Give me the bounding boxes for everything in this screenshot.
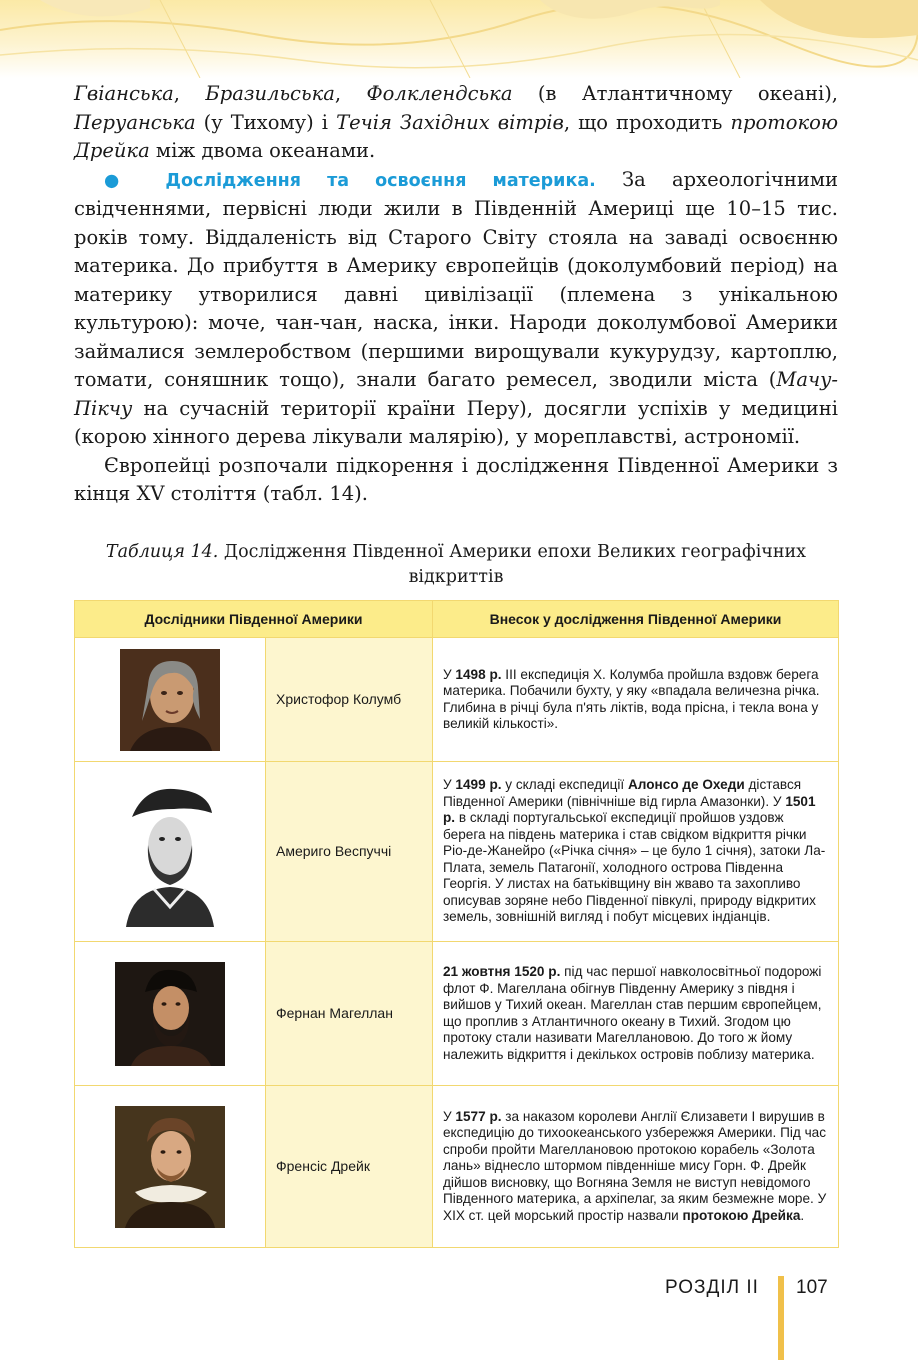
contribution-text [433,1086,839,1248]
table-row [75,638,839,762]
table-caption [74,540,838,590]
portrait-cell [75,762,266,942]
contribution-run: під час першої навколосвітньої подорожі флот Ф. Магеллана обігнув Південну Америку з півдня і вийшов у Тихий океан. Магеллан став першим європейцем, що проплив з Атлантичного океану в Тихий. Згодом цю протоку стали називати Магеллановою. До того ж йому належить відкриття і декількох островів поблизу материка. [443,964,822,1062]
table-row [75,762,839,942]
contribution-text [433,762,839,942]
contribution-run: у складі експедиції [501,777,628,793]
portrait-cell [75,1086,266,1248]
explorer-name: Фернан Магеллан [266,942,433,1086]
explorers-table [74,600,839,1248]
contribution-run: У [443,666,456,682]
contribution-run: в складі португальської експедиції пройшов уздовж берега на південь материка і став свідком відкриття річки Ріо-де-Жанейро («Річка січня» – це було 1 січня), затоки Ла-Плата, земель Патагонії, холодного острова Південна Георгія. У листах на батьківщину він жваво та захопливо описував зоряне небо Південної півкулі, природу відкритих земель, зовнішній вигляд і побут місцевих індіанців. [443,810,826,925]
contribution-run: за наказом королеви Англії Єлизавети I вирушив в експедицію до тихоокеанського узбережжя Америки. Під час спроби пройти Магеллановою протокою корабель «Золота лань» віднесло штормом південніше мису Горн. Ф. Дрейк дійшов висновку, що Вогняна Земля не виступ невідомого Південного материка, а архіпелаг, за яким безмежне море. У XIX ст. цей морський простір назвали [443,1108,827,1223]
explorer-name: Америго Веспуччі [266,762,433,942]
portrait-cell [75,638,266,762]
world-map-banner [0,0,918,78]
paragraph-europeans: Європейці розпочали підкорення і дослідження Південної Америки з кінця XV століття (табл. 14). [74,453,838,505]
paragraph-exploration [74,166,838,452]
table-row [75,942,839,1086]
contribution-run: У [443,777,456,793]
contribution-text [433,638,839,762]
magellan-portrait-icon [115,962,225,1066]
paragraph-run: (в Атлантичному океані), [512,82,838,105]
paragraph-run: між двома океанами. [149,139,376,162]
footer-section-label: РОЗДІЛ II [665,1277,759,1298]
table-row [75,1086,839,1248]
portrait-cell [75,942,266,1086]
paragraph-run: Течія Західних вітрів [336,110,564,134]
section-heading: ● Дослідження та освоєння материка. [104,170,596,191]
paragraph-run: За археологічними свідченнями, первісні люди жили в Південній Америці ще 10–15 тис. років тому. Віддаленість від Старого Світу стояла на заваді освоєнню материка. До прибуття в Америку європейців (доколумбовий період) на материку утворилися давні цивілізації (племена з унікальною культурою): моче, чан-чан, наска, інки. Народи доколумбової Америки займалися землеробством (першими вирощували кукурудзу, картоплю, томати, соняшник тощо), знали багато ремесел, зводили міста ( [74,167,838,391]
page-number: 107 [796,1277,828,1298]
paragraph-run: (у Тихому) і [195,110,337,134]
paragraph-run: на сучасній території країни Перу), досягли успіхів у медицині (корою хінного дерева лікували малярію), у мореплавстві, астрономії. [74,396,838,448]
contribution-run: 1501 р. [443,793,816,826]
paragraph-run: Мачу-Пікчу [74,368,838,420]
paragraph-currents [74,80,838,166]
table-header-contribution: Внесок у дослідження Південної Америки [433,601,839,638]
table-header-explorers: Дослідники Південної Америки [75,601,433,638]
map-decoration-icon [0,0,918,78]
explorer-name: Христофор Колумб [266,638,433,762]
drake-portrait-icon [115,1106,225,1228]
columbus-portrait-icon [120,649,220,751]
body-text [74,80,838,509]
paragraph-run: , [173,82,206,105]
contribution-run: III експедиція Х. Колумба пройшла вздовж берега материка. Побачили бухту, у яку «впадала величезна річка. Глибина в річці була п'ять ліктів, вода прісна, і текла вона у великій кількості». [443,666,820,731]
paragraph-run: Перуанська [74,110,196,134]
explorer-name: Френсіс Дрейк [266,1086,433,1248]
table-header-row [75,601,839,638]
contribution-run: У [443,1108,456,1124]
vespucci-portrait-icon [124,777,216,927]
paragraph-run: , що проходить [563,110,731,134]
contribution-run: 1499 р. [455,777,502,793]
contribution-text [433,942,839,1086]
table-caption-text: Дослідження Південної Америки епохи Великих географічних відкриттів [218,542,807,587]
table-caption-label: Таблиця 14. [105,542,219,562]
paragraph-run: протокою Дрейка [74,110,839,162]
paragraph-run: Фолклендська [366,82,513,105]
contribution-run: . [800,1207,805,1223]
paragraph-run: Бразильська [205,82,335,105]
footer-divider [778,1276,784,1360]
contribution-run: Алонсо де Охеди [627,777,745,793]
contribution-run: дістався Південної Америки (північніше від гирла Амазонки). У [443,777,802,809]
contribution-run: 1498 р. [455,666,502,682]
paragraph-run: , [334,82,367,105]
contribution-run: 1577 р. [455,1108,502,1124]
contribution-run: протокою Дрейка [682,1207,801,1223]
contribution-run: 21 жовтня 1520 р. [443,964,561,979]
paragraph-run: Гвіанська [74,82,174,105]
